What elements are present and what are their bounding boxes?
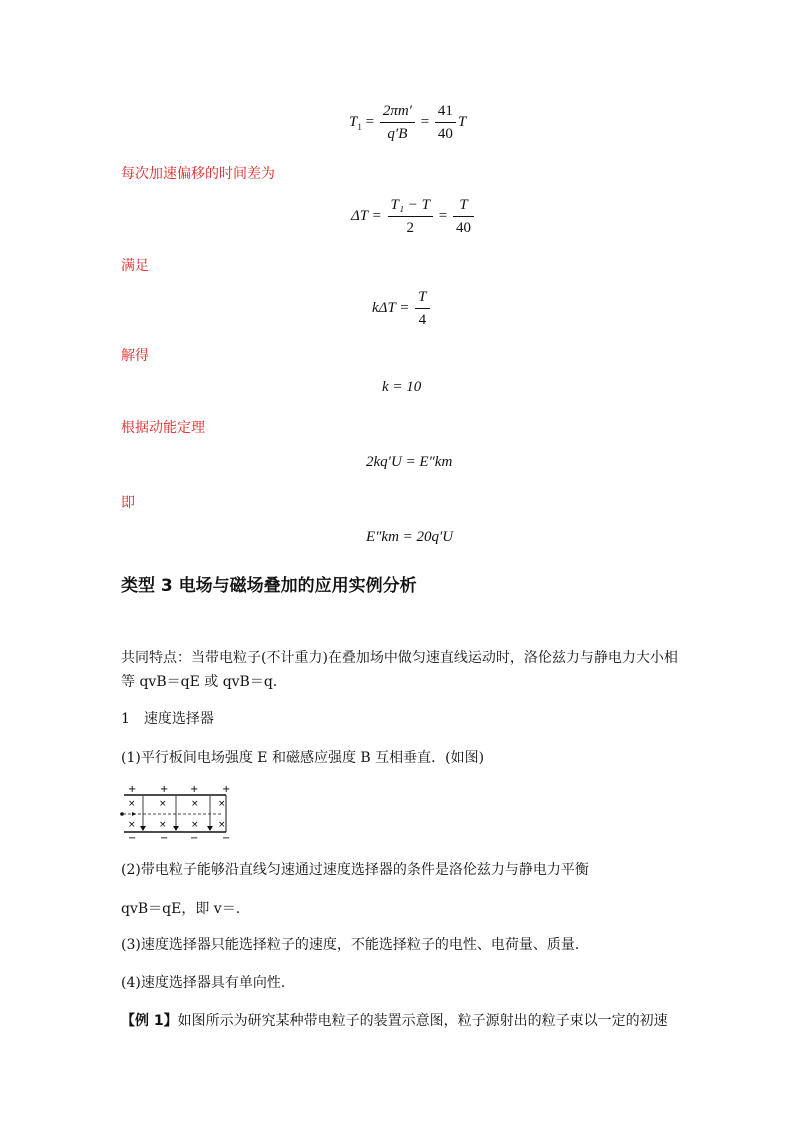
minus-sign: − xyxy=(160,833,169,842)
example-text: 如图所示为研究某种带电粒子的装置示意图，粒子源射出的粒子束以一定的初速 xyxy=(177,1013,668,1029)
plus-sign: + xyxy=(128,784,137,795)
section-title: 类型 3 电场与磁场叠加的应用实例分析 xyxy=(121,576,417,596)
fraction-period: $\frac{2\pi m'}{q'B}$ xyxy=(380,102,415,143)
point-2-formula: qvB＝qE，即 v＝. xyxy=(121,901,241,917)
common-features-paragraph: 共同特点：当带电粒子(不计重力)在叠加场中做匀速直线运动时，洛伦兹力与静电力大小相等 qvB＝qE 或 qvB＝q. xyxy=(121,650,678,690)
fraction-delta: $\frac{\text{T₁ − T}}{2}$ xyxy=(388,196,434,237)
cross-mark: × xyxy=(128,799,136,809)
item-velocity-selector-title: 1 速度选择器 xyxy=(121,711,214,727)
step-theorem: 根据动能定理 xyxy=(121,420,205,436)
example-tag: 【例 1】 xyxy=(121,1013,178,1029)
equation-condition: kΔT = $\frac{T}{4}$ xyxy=(372,288,432,329)
minus-sign: − xyxy=(128,833,137,842)
cross-mark: × xyxy=(218,820,226,830)
cross-mark: × xyxy=(128,820,136,830)
example-1 xyxy=(121,1009,721,1033)
fraction-quarter: $\frac{T}{4}$ xyxy=(415,288,429,329)
cross-mark: × xyxy=(218,799,226,809)
plus-sign: + xyxy=(160,784,169,795)
point-2: (2)带电粒子能够沿直线匀速通过速度选择器的条件是洛伦兹力与静电力平衡 xyxy=(121,862,589,878)
equation-max-energy: E″km = 20q′U xyxy=(366,529,454,545)
equation-time-difference: ΔT = $\frac{\text{T₁ − T}}{2}$ = $\frac{T}{40}$ xyxy=(351,196,476,237)
plus-sign: + xyxy=(222,784,231,795)
cross-mark: × xyxy=(159,799,167,809)
point-4: (4)速度选择器具有单向性． xyxy=(121,975,295,991)
step-therefore: 即 xyxy=(121,495,135,511)
velocity-selector-figure xyxy=(118,784,234,842)
point-3: (3)速度选择器只能选择粒子的速度，不能选择粒子的电性、电荷量、质量． xyxy=(121,937,589,953)
minus-sign: − xyxy=(190,833,199,842)
equation-kinetic-energy: 2kq′U = E″km xyxy=(366,454,453,470)
step-solve: 解得 xyxy=(121,348,149,364)
fraction-ratio: $\frac{41}{40}$ xyxy=(435,102,456,143)
fraction-result: $\frac{T}{40}$ xyxy=(453,196,474,237)
cross-mark: × xyxy=(191,820,199,830)
cross-mark: × xyxy=(191,799,199,809)
step-time-difference: 每次加速偏移的时间差为 xyxy=(121,166,275,182)
step-satisfy: 满足 xyxy=(121,258,149,274)
point-1: (1)平行板间电场强度 E 和磁感应强度 B 互相垂直．(如图) xyxy=(121,750,485,766)
plus-sign: + xyxy=(190,784,199,795)
equation-k-value: k = 10 xyxy=(382,379,422,395)
equation-period: $T_1$ = $\frac{2\pi m'}{q'B}$ = $\frac{41}{40}$ T xyxy=(349,103,467,142)
minus-sign: − xyxy=(222,833,231,842)
cross-mark: × xyxy=(159,820,167,830)
